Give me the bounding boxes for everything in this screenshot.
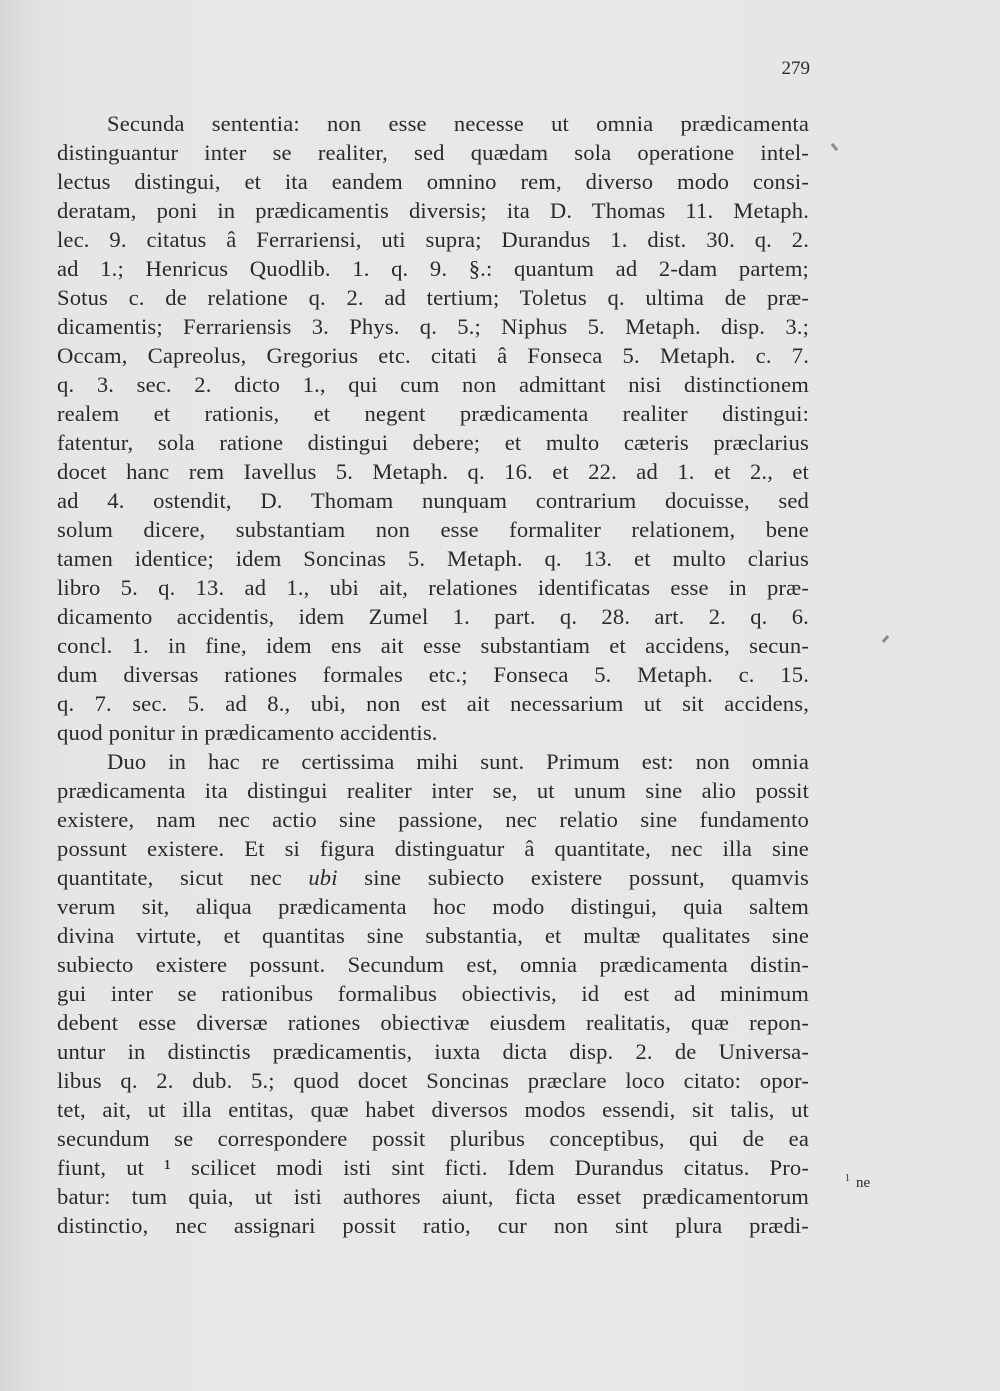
text-line: quod ponitur in prædicamento accidentis.	[57, 720, 438, 745]
italic-word: ubi	[308, 865, 338, 890]
text-line: batur: tum quia, ut isti authores aiunt, ficta esset prædicamentorum	[57, 1184, 809, 1209]
text-line: realem et rationis, et negent prædicamenta realiter distingui:	[57, 401, 809, 426]
text-line: dicamentis; Ferrariensis 3. Phys. q. 5.; Niphus 5. Metaph. disp. 3.;	[57, 314, 809, 339]
text-line: debent esse diversæ rationes obiectivæ eiusdem realitatis, quæ repon-	[57, 1010, 809, 1035]
text-line: existere, nam nec actio sine passione, nec relatio sine fundamento	[57, 807, 809, 832]
text-line: Sotus c. de relatione q. 2. ad tertium; Toletus q. ultima de præ-	[57, 285, 809, 310]
text-line: q. 7. sec. 5. ad 8., ubi, non est ait necessarium ut sit accidens,	[57, 691, 809, 716]
margin-note-text: ne	[856, 1175, 871, 1191]
body-text	[57, 109, 809, 1240]
text-line: distinguantur inter se realiter, sed quædam sola operatione intel-	[57, 140, 809, 165]
text-line: prædicamenta ita distingui realiter inter se, ut unum sine alio possit	[57, 778, 809, 803]
text-line: Secunda sententia: non esse necesse ut omnia prædicamenta	[107, 111, 809, 136]
text-line: libus q. 2. dub. 5.; quod docet Soncinas præclare loco citato: opor-	[57, 1068, 809, 1093]
text-line: concl. 1. in fine, idem ens ait esse substantiam et accidens, secun-	[57, 633, 809, 658]
text-line: deratam, poni in prædicamentis diversis; ita D. Thomas 11. Metaph.	[57, 198, 809, 223]
text-line: verum sit, aliqua prædicamenta hoc modo distingui, quia saltem	[57, 894, 809, 919]
text-line: q. 3. sec. 2. dicto 1., qui cum non admittant nisi distinctionem	[57, 372, 809, 397]
text-line: ad 1.; Henricus Quodlib. 1. q. 9. §.: quantum ad 2-dam partem;	[57, 256, 809, 281]
text-line: Occam, Capreolus, Gregorius etc. citati â Fonseca 5. Metaph. c. 7.	[57, 343, 809, 368]
margin-note	[845, 1173, 870, 1192]
text-line: quantitate, sicut nec ubi sine subiecto existere possunt, quamvis	[57, 865, 809, 890]
text-line: divina virtute, et quantitas sine substantia, et multæ qualitates sine	[57, 923, 809, 948]
text-line: fiunt, ut ¹ scilicet modi isti sint ficti. Idem Durandus citatus. Pro-	[57, 1155, 809, 1180]
text-line: Duo in hac re certissima mihi sunt. Primum est: non omnia	[107, 749, 809, 774]
text-line: dum diversas rationes formales etc.; Fonseca 5. Metaph. c. 15.	[57, 662, 809, 687]
text-line: dicamento accidentis, idem Zumel 1. part. q. 28. art. 2. q. 6.	[57, 604, 809, 629]
text-line: possunt existere. Et si figura distinguatur â quantitate, nec illa sine	[57, 836, 809, 861]
text-line: tet, ait, ut illa entitas, quæ habet diversos modos essendi, sit talis, ut	[57, 1097, 809, 1122]
text-line: gui inter se rationibus formalibus obiectivis, id est ad minimum	[57, 981, 809, 1006]
page-number: 279	[781, 58, 810, 79]
text-line: fatentur, sola ratione distingui debere; et multo cæteris præclarius	[57, 430, 809, 455]
text-line: solum dicere, substantiam non esse formaliter relationem, bene	[57, 517, 809, 542]
text-line: lec. 9. citatus â Ferrariensi, uti supra; Durandus 1. dist. 30. q. 2.	[57, 227, 809, 252]
text-line: lectus distingui, et ita eandem omnino rem, diverso modo consi-	[57, 169, 809, 194]
text-line: tamen identice; idem Soncinas 5. Metaph. q. 13. et multo clarius	[57, 546, 809, 571]
footnote-marker: 1	[845, 1173, 850, 1184]
text-line: docet hanc rem Iavellus 5. Metaph. q. 16. et 22. ad 1. et 2., et	[57, 459, 809, 484]
scan-speck	[831, 143, 838, 151]
text-line: libro 5. q. 13. ad 1., ubi ait, relationes identificatas esse in præ-	[57, 575, 809, 600]
scan-speck	[882, 635, 889, 643]
text-line: ad 4. ostendit, D. Thomam nunquam contrarium docuisse, sed	[57, 488, 809, 513]
text-line: distinctio, nec assignari possit ratio, cur non sint plura prædi-	[57, 1213, 809, 1238]
text-line: subiecto existere possunt. Secundum est, omnia prædicamenta distin-	[57, 952, 809, 977]
text-line: secundum se correspondere possit pluribus conceptibus, qui de ea	[57, 1126, 809, 1151]
text-line: untur in distinctis prædicamentis, iuxta dicta disp. 2. de Universa-	[57, 1039, 809, 1064]
